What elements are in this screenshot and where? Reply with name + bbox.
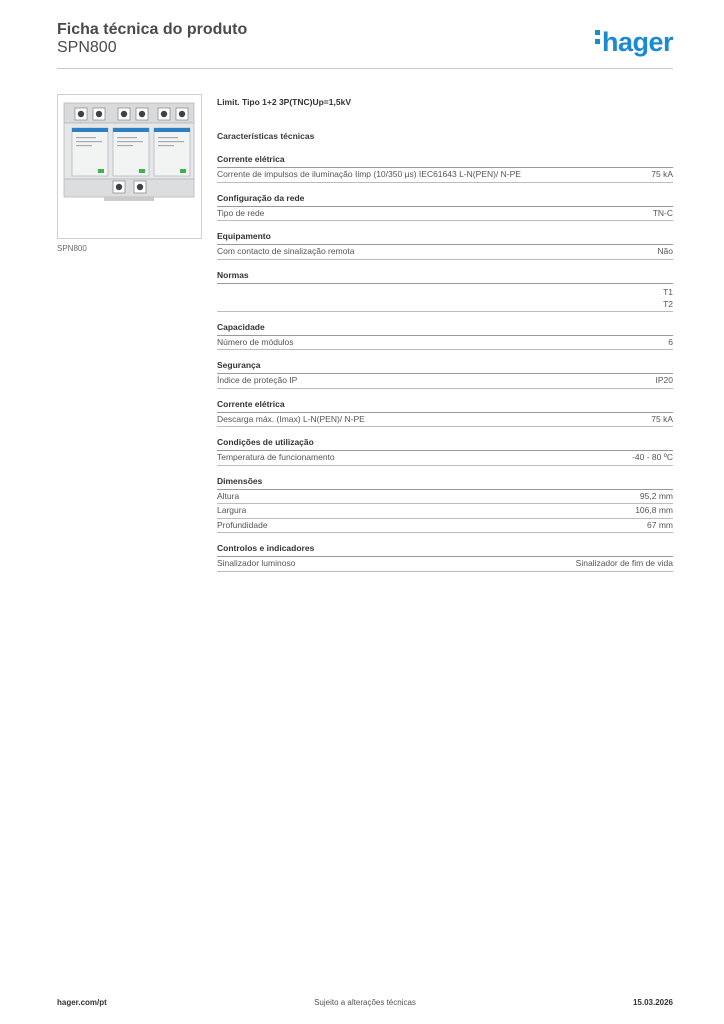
spec-row: [217, 207, 673, 222]
spec-value: -40 - 80 ºC: [632, 452, 673, 462]
spec-value: T1 T2: [663, 286, 673, 309]
footer-website-link[interactable]: hager.com/pt: [57, 998, 107, 1007]
spec-sheet: [217, 96, 673, 572]
spec-label: Profundidade: [217, 519, 268, 530]
spec-group: [217, 360, 673, 389]
spec-row: [217, 168, 673, 183]
group-title: Corrente elétrica: [217, 154, 673, 168]
spec-value: 106,8 mm: [635, 505, 673, 515]
spec-label: Descarga máx. (Imax) L-N(PEN)/ N-PE: [217, 413, 365, 424]
spec-group: [217, 437, 673, 466]
spec-row: [217, 451, 673, 466]
spec-row: [217, 245, 673, 260]
spec-value: 67 mm: [647, 519, 673, 530]
product-image: [57, 94, 202, 239]
logo-dots-icon: [595, 30, 600, 48]
spec-value: Não: [657, 246, 673, 256]
spec-group: [217, 476, 673, 534]
spec-group: [217, 543, 673, 572]
spec-label: Índice de proteção IP: [217, 375, 298, 385]
spec-label: Altura: [217, 490, 240, 501]
spec-label: Sinalizador luminoso: [217, 558, 296, 568]
product-description: Limit. Tipo 1+2 3P(TNC)Up=1,5kV: [217, 97, 351, 107]
spec-value: IP20: [655, 375, 673, 385]
logo-text: hager: [601, 27, 673, 57]
product-code: SPN800: [57, 39, 117, 56]
spec-group: [217, 322, 673, 351]
spec-group: [217, 154, 673, 183]
group-title: Capacidade: [217, 322, 673, 336]
spec-label: Largura: [217, 505, 247, 515]
spec-value: Sinalizador de fim de vida: [575, 558, 673, 568]
spec-row: [217, 374, 673, 389]
spec-group: [217, 193, 673, 222]
spec-group: [217, 399, 673, 428]
group-title: Configuração da rede: [217, 193, 673, 207]
spec-row: [217, 557, 673, 572]
spec-row: [217, 284, 673, 312]
group-title: Corrente elétrica: [217, 399, 673, 413]
spec-label: Corrente de impulsos de iluminação Iimp (10/350 µs) IEC61643 L-N(PEN)/ N-PE: [217, 169, 521, 179]
spec-row: [217, 413, 673, 428]
group-title: Normas: [217, 270, 673, 284]
hager-logo: [595, 27, 673, 57]
group-title: Equipamento: [217, 231, 673, 245]
page-header: [57, 21, 673, 69]
footer-note: Sujeito a alterações técnicas: [314, 998, 416, 1007]
spec-row: [217, 336, 673, 351]
spec-label: Com contacto de sinalização remota: [217, 246, 355, 256]
spec-value: 75 kA: [651, 413, 673, 424]
spec-value: TN-C: [652, 207, 673, 218]
spec-row: [217, 519, 673, 534]
surge-protector-device-image: [58, 95, 201, 238]
image-caption: SPN800: [57, 244, 87, 253]
section-heading: Características técnicas: [217, 131, 315, 141]
group-title: Controlos e indicadores: [217, 543, 673, 557]
spec-label: Tipo de rede: [217, 207, 265, 218]
group-title: Segurança: [217, 360, 673, 374]
footer-date: 15.03.2026: [632, 998, 673, 1007]
spec-value: 6: [668, 336, 673, 347]
spec-value: 75 kA: [651, 169, 673, 179]
spec-row: [217, 490, 673, 505]
group-title: Condições de utilização: [217, 437, 673, 451]
page-title: Ficha técnica do produto: [57, 21, 248, 38]
spec-group: [217, 270, 673, 312]
spec-group: [217, 231, 673, 260]
spec-label: Número de módulos: [217, 336, 294, 347]
spec-row: [217, 504, 673, 519]
group-title: Dimensões: [217, 476, 673, 490]
spec-value: 95,2 mm: [639, 490, 673, 501]
spec-label: Temperatura de funcionamento: [217, 452, 335, 462]
